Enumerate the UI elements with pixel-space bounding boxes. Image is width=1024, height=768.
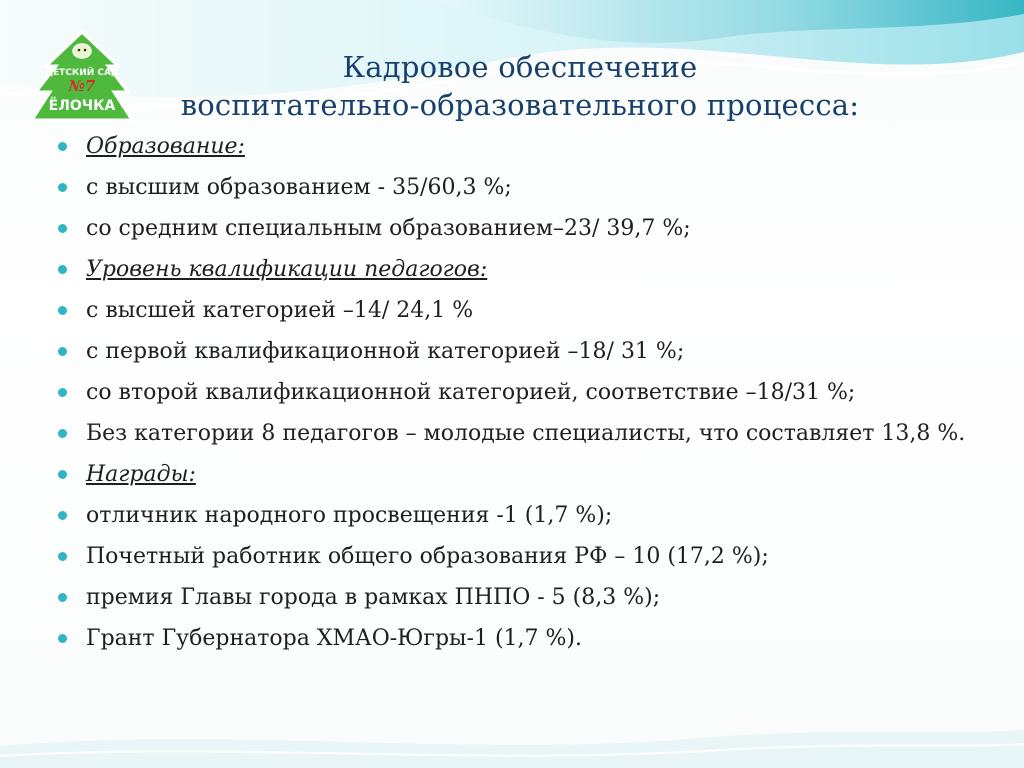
bullet-item [56,623,976,654]
decorative-bottom-wave [0,708,1024,768]
bullet-text: с высшим образованием - 35/60,3 %; [86,175,512,200]
title-line-2: воспитательно-образовательного процесса: [180,88,860,122]
bullet-text: Образование: [86,134,245,159]
svg-text:№7: №7 [68,77,96,95]
svg-text:ДЕТСКИЙ САД: ДЕТСКИЙ САД [44,68,120,78]
bullet-text: Без категории 8 педагогов – молодые специалисты, что составляет 13,8 %. [86,421,966,446]
bullet-item [56,377,976,408]
bullet-text: Грант Губернатора ХМАО-Югры-1 (1,7 %). [86,626,582,651]
bullet-list [56,131,976,664]
bullet-item [56,541,976,572]
svg-text:ЁЛОЧКА: ЁЛОЧКА [48,98,116,114]
kindergarten-logo [30,28,134,132]
bullet-item [56,459,976,490]
bullet-item [56,336,976,367]
bullet-item [56,295,976,326]
bullet-item [56,213,976,244]
bullet-text: со второй квалификационной категорией, соответствие –18/31 %; [86,380,856,405]
title-line-1: Кадровое обеспечение [342,50,698,84]
bullet-item [56,582,976,613]
bullet-item [56,254,976,285]
bullet-item [56,131,976,162]
bullet-text: Почетный работник общего образования РФ – 10 (17,2 %); [86,544,769,569]
bullet-text: премия Главы города в рамках ПНПО - 5 (8,3 %); [86,585,661,610]
bullet-text: Награды: [86,462,196,487]
bullet-text: отличник народного просвещения -1 (1,7 %); [86,503,613,528]
page-title [140,48,900,124]
bullet-item [56,172,976,203]
bullet-text: Уровень квалификации педагогов: [86,257,488,282]
bullet-text: со средним специальным образованием–23/ 39,7 %; [86,216,691,241]
bullet-text: с высшей категорией –14/ 24,1 % [86,298,474,323]
bullet-item [56,418,976,449]
bullet-text: с первой квалификационной категорией –18/ 31 %; [86,339,685,364]
bullet-item [56,500,976,531]
